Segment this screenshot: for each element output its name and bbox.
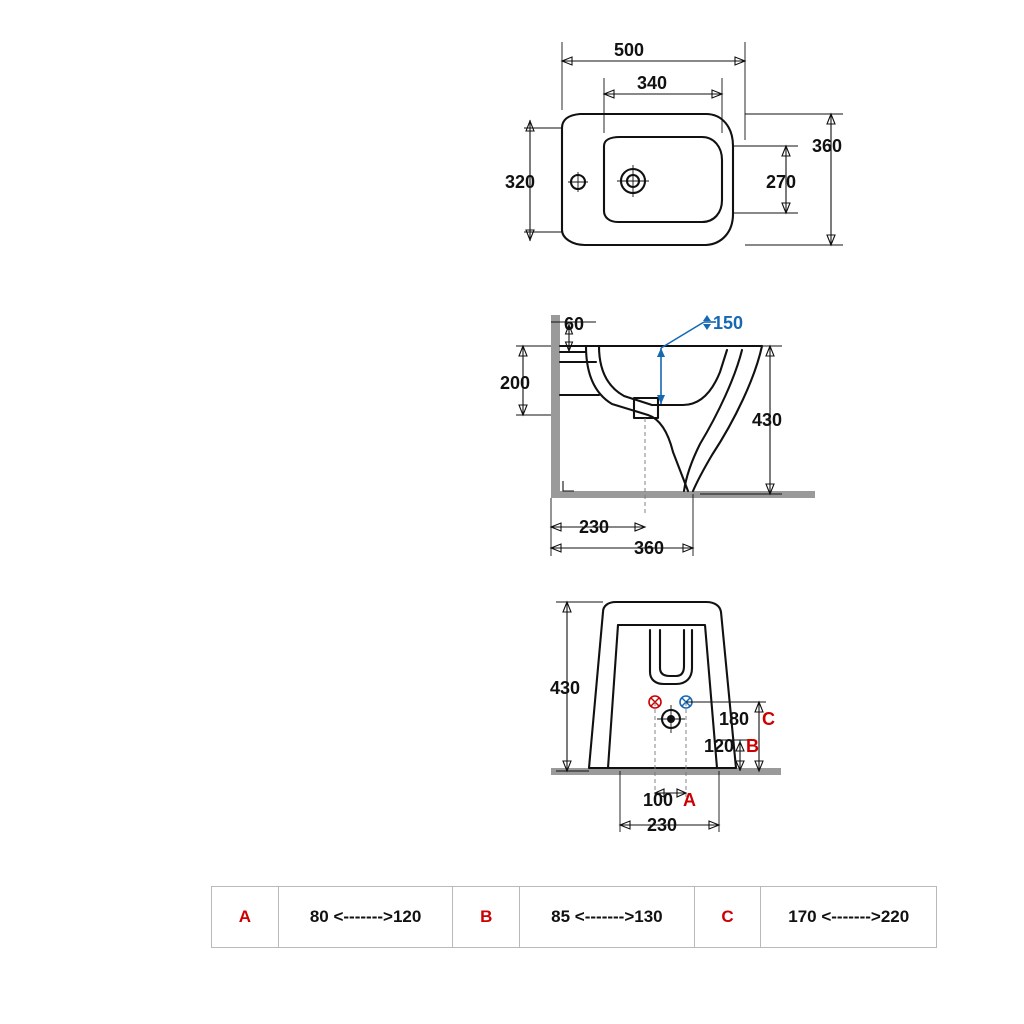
ref-label-C: C xyxy=(762,709,775,729)
dim-label-180: 180 xyxy=(719,709,750,729)
bowl-inner-left-profile-2 xyxy=(599,346,652,405)
dim-label-60: 60 xyxy=(564,314,585,334)
tolerance-range-table xyxy=(211,886,937,948)
dim-label-270: 270 xyxy=(766,172,797,192)
dim-label-230-side: 230 xyxy=(579,517,610,537)
side-section-view-group xyxy=(500,313,815,558)
table-cell-label-c: C xyxy=(695,887,762,947)
dim-label-200: 200 xyxy=(500,373,531,393)
ref-label-A: A xyxy=(683,790,696,810)
dim-label-360-side: 360 xyxy=(634,538,665,558)
table-cell-value-a: 80 <------->120 xyxy=(279,887,454,947)
table-cell-value-b: 85 <------->130 xyxy=(520,887,695,947)
dim-label-430-front: 430 xyxy=(550,678,581,698)
table-cell-label-b: B xyxy=(453,887,520,947)
dim-label-360-top-view: 360 xyxy=(812,136,843,156)
dim-label-100: 100 xyxy=(643,790,674,810)
front-view-group xyxy=(550,602,781,835)
arrow-150-top xyxy=(657,348,665,357)
dim-label-500: 500 xyxy=(614,40,645,60)
bidet-front-inner-right xyxy=(618,625,717,768)
dim-label-120: 120 xyxy=(704,736,735,756)
floor-line xyxy=(551,491,815,498)
dim-label-230-front: 230 xyxy=(647,815,678,835)
dim-label-340: 340 xyxy=(637,73,668,93)
leader-150-blue xyxy=(661,322,704,348)
bidet-front-inner-left xyxy=(608,625,618,768)
arrow-150-marker-up xyxy=(703,315,711,321)
dim-label-430-side: 430 xyxy=(752,410,783,430)
dim-label-320: 320 xyxy=(505,172,536,192)
wall-vertical xyxy=(551,315,560,497)
dim-label-150: 150 xyxy=(713,313,744,333)
table-cell-label-a: A xyxy=(212,887,279,947)
corner-mark xyxy=(563,481,574,491)
ref-label-B: B xyxy=(746,736,759,756)
arrow-150-marker-down xyxy=(703,324,711,330)
table-cell-value-c: 170 <------->220 xyxy=(788,907,910,926)
front-basin-notch-inner xyxy=(660,630,684,676)
bidet-top-outline xyxy=(562,114,733,245)
top-view-group xyxy=(505,40,843,245)
